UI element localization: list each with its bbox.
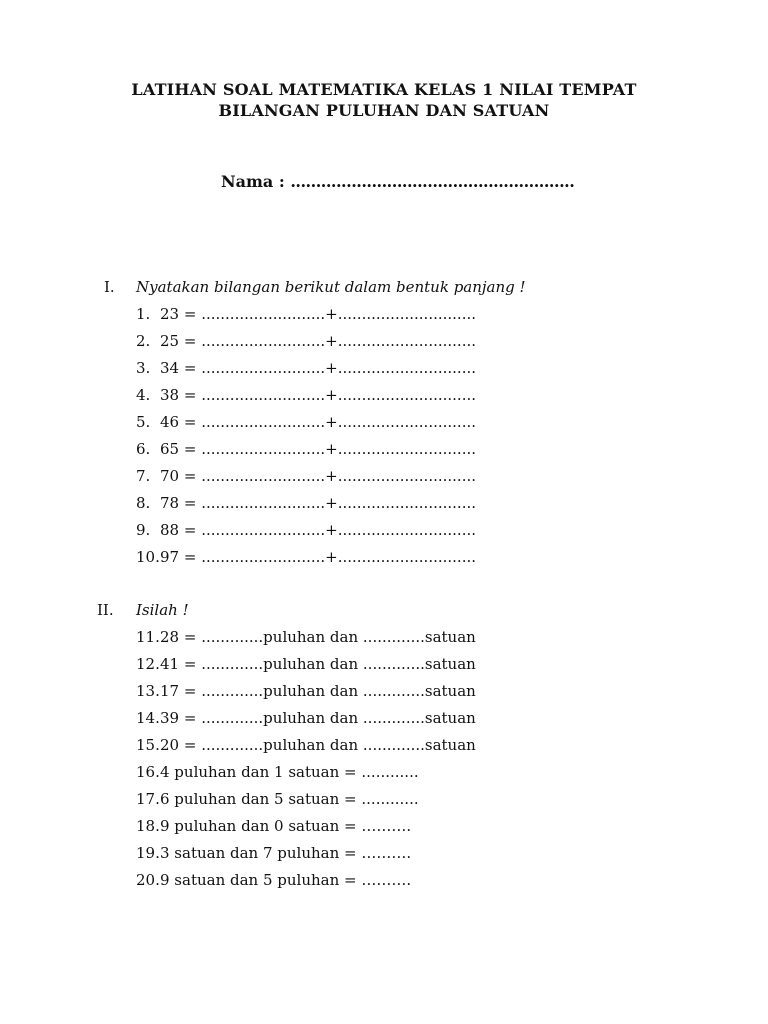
worksheet-title-line2: BILANGAN PULUHAN DAN SATUAN	[218, 101, 550, 120]
item-text: 25 = ..........................+.............................	[160, 332, 477, 350]
item-number: 14.	[136, 709, 160, 727]
item-text: 34 = ..........................+.............................	[160, 359, 477, 377]
section2-numeral: II.	[97, 601, 114, 619]
item-text: 4 puluhan dan 1 satuan = ............	[160, 763, 419, 781]
list-item	[136, 762, 419, 782]
item-number: 19.	[136, 844, 160, 862]
item-number: 1.	[136, 305, 151, 323]
list-item	[136, 627, 476, 647]
item-number: 3.	[136, 359, 151, 377]
list-item	[136, 735, 476, 755]
item-text: 20 = .............puluhan dan .............satuan	[160, 736, 476, 754]
list-item	[136, 816, 411, 836]
item-number: 12.	[136, 655, 160, 673]
list-item	[136, 412, 476, 432]
item-text: 70 = ..........................+.............................	[160, 467, 477, 485]
item-number: 11.	[136, 628, 160, 646]
item-number: 7.	[136, 467, 151, 485]
worksheet-title-line1: LATIHAN SOAL MATEMATIKA KELAS 1 NILAI TEMPAT	[131, 80, 637, 99]
item-number: 2.	[136, 332, 151, 350]
list-item	[136, 331, 476, 351]
section1-instruction: Nyatakan bilangan berikut dalam bentuk panjang !	[136, 278, 526, 296]
list-item	[136, 466, 476, 486]
item-text: 88 = ..........................+.............................	[160, 521, 477, 539]
item-text: 9 puluhan dan 0 satuan = ……….	[160, 817, 412, 835]
item-number: 13.	[136, 682, 160, 700]
name-label: Nama :	[221, 172, 291, 191]
list-item	[136, 439, 476, 459]
item-text: 97 = ..........................+.............................	[160, 548, 477, 566]
list-item	[136, 708, 476, 728]
item-text: 65 = ..........................+.............................	[160, 440, 477, 458]
item-number: 17.	[136, 790, 160, 808]
item-number: 18.	[136, 817, 160, 835]
item-number: 16.	[136, 763, 160, 781]
list-item	[136, 870, 411, 890]
item-number: 6.	[136, 440, 151, 458]
list-item	[136, 304, 476, 324]
item-text: 39 = .............puluhan dan .............satuan	[160, 709, 476, 727]
list-item	[136, 385, 476, 405]
item-text: 28 = .............puluhan dan .............satuan	[160, 628, 476, 646]
list-item	[136, 789, 419, 809]
item-text: 17 = .............puluhan dan .............satuan	[160, 682, 476, 700]
list-item	[136, 358, 476, 378]
list-item	[136, 654, 476, 674]
item-text: 78 = ..........................+.............................	[160, 494, 477, 512]
list-item	[136, 681, 476, 701]
item-text: 46 = ..........................+.............................	[160, 413, 477, 431]
list-item	[136, 520, 476, 540]
list-item	[136, 547, 476, 567]
list-item	[136, 493, 476, 513]
item-number: 15.	[136, 736, 160, 754]
item-text: 38 = ..........................+.............................	[160, 386, 477, 404]
item-number: 8.	[136, 494, 151, 512]
item-number: 5.	[136, 413, 151, 431]
item-number: 9.	[136, 521, 151, 539]
item-text: 9 satuan dan 5 puluhan = ……….	[160, 871, 412, 889]
name-blank: ........................................................	[290, 172, 575, 191]
item-text: 41 = .............puluhan dan .............satuan	[160, 655, 476, 673]
list-item	[136, 843, 411, 863]
item-number: 20.	[136, 871, 160, 889]
section1-numeral: I.	[104, 278, 115, 296]
item-number: 4.	[136, 386, 151, 404]
item-number: 10.	[136, 548, 160, 566]
item-text: 23 = ..........................+.............................	[160, 305, 477, 323]
name-field	[221, 172, 574, 191]
item-text: 3 satuan dan 7 puluhan = ……….	[160, 844, 412, 862]
item-text: 6 puluhan dan 5 satuan = ............	[160, 790, 419, 808]
section2-instruction: Isilah !	[136, 601, 189, 619]
